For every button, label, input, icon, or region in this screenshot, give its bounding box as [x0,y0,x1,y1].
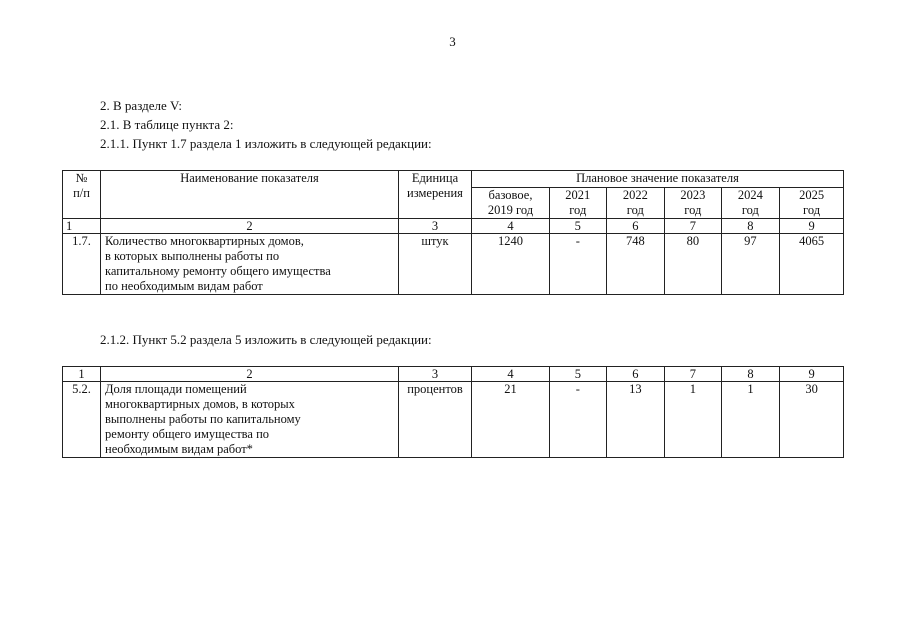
indicator-table-1 [62,170,844,295]
header-year-2021 [550,188,607,219]
name-line: в которых выполнены работы по [105,249,280,263]
value-2021: - [550,382,607,458]
index-cell: 8 [721,219,780,234]
year-label-line1: 2023 [680,188,706,202]
value-base: 1240 [471,234,549,295]
row-unit: штук [399,234,472,295]
header-plan: Плановое значение показателя [471,171,843,188]
index-cell: 3 [399,219,472,234]
year-label-line2: год [569,203,587,217]
value-2023: 1 [665,382,722,458]
page-number: 3 [449,34,456,49]
table-index-row [63,367,844,382]
row-number: 1.7. [63,234,101,295]
paragraph-table-item-2: 2.1. В таблице пункта 2: [100,117,234,132]
header-num-line1: № [75,171,88,185]
index-cell: 6 [606,367,665,382]
index-cell: 5 [550,367,607,382]
name-line: многоквартирных домов, в которых [105,397,295,411]
row-indicator-name [101,382,399,458]
indicator-table-2 [62,366,844,458]
value-2025: 4065 [780,234,844,295]
name-line: Доля площади помещений [105,382,247,396]
year-label-line2: год [803,203,821,217]
value-2021: - [550,234,607,295]
value-2024: 97 [721,234,780,295]
index-cell: 7 [665,367,722,382]
index-cell: 2 [101,219,399,234]
name-line: необходимым видам работ* [105,442,253,456]
value-2024: 1 [721,382,780,458]
header-year-2025 [780,188,844,219]
index-cell: 1 [63,367,101,382]
year-label-line1: 2025 [799,188,825,202]
value-2023: 80 [665,234,722,295]
header-num [63,171,101,219]
paragraph-item-1-7: 2.1.1. Пункт 1.7 раздела 1 изложить в следующей редакции: [100,136,432,151]
value-base: 21 [471,382,549,458]
paragraph-item-5-2: 2.1.2. Пункт 5.2 раздела 5 изложить в следующей редакции: [100,332,432,347]
table-index-row [63,219,844,234]
year-label-line2: год [684,203,702,217]
name-line: Количество многоквартирных домов, [105,234,304,248]
index-cell: 4 [471,219,549,234]
year-label-line1: 2022 [622,188,648,202]
header-year-2022 [606,188,665,219]
header-year-2024 [721,188,780,219]
table-row [63,382,844,458]
index-cell: 5 [550,219,607,234]
value-2025: 30 [780,382,844,458]
header-unit [399,171,472,219]
index-cell: 9 [780,219,844,234]
name-line: по необходимым видам работ [105,279,263,293]
year-label-line2: 2019 год [487,203,534,217]
name-line: ремонту общего имущества по [105,427,270,441]
name-line: выполнены работы по капитальному [105,412,301,426]
index-cell: 7 [665,219,722,234]
header-year-2023 [665,188,722,219]
row-unit: процентов [399,382,472,458]
row-indicator-name [101,234,399,295]
index-cell: 1 [63,219,101,234]
header-name: Наименование показателя [101,171,399,219]
table-row [63,234,844,295]
year-label-line2: год [741,203,759,217]
index-cell: 2 [101,367,399,382]
row-number: 5.2. [63,382,101,458]
index-cell: 4 [471,367,549,382]
header-year-base [471,188,549,219]
header-unit-line2: измерения [407,186,463,200]
header-num-line2: п/п [73,186,90,200]
paragraph-section-v: 2. В разделе V: [100,98,183,113]
year-label-line2: год [626,203,644,217]
year-label-line1: 2021 [565,188,591,202]
year-label-line1: 2024 [737,188,763,202]
year-label-line1: базовое, [488,188,533,202]
value-2022: 748 [606,234,665,295]
index-cell: 8 [721,367,780,382]
index-cell: 3 [399,367,472,382]
name-line: капитальному ремонту общего имущества [105,264,331,278]
index-cell: 9 [780,367,844,382]
index-cell: 6 [606,219,665,234]
value-2022: 13 [606,382,665,458]
header-unit-line1: Единица [411,171,459,185]
